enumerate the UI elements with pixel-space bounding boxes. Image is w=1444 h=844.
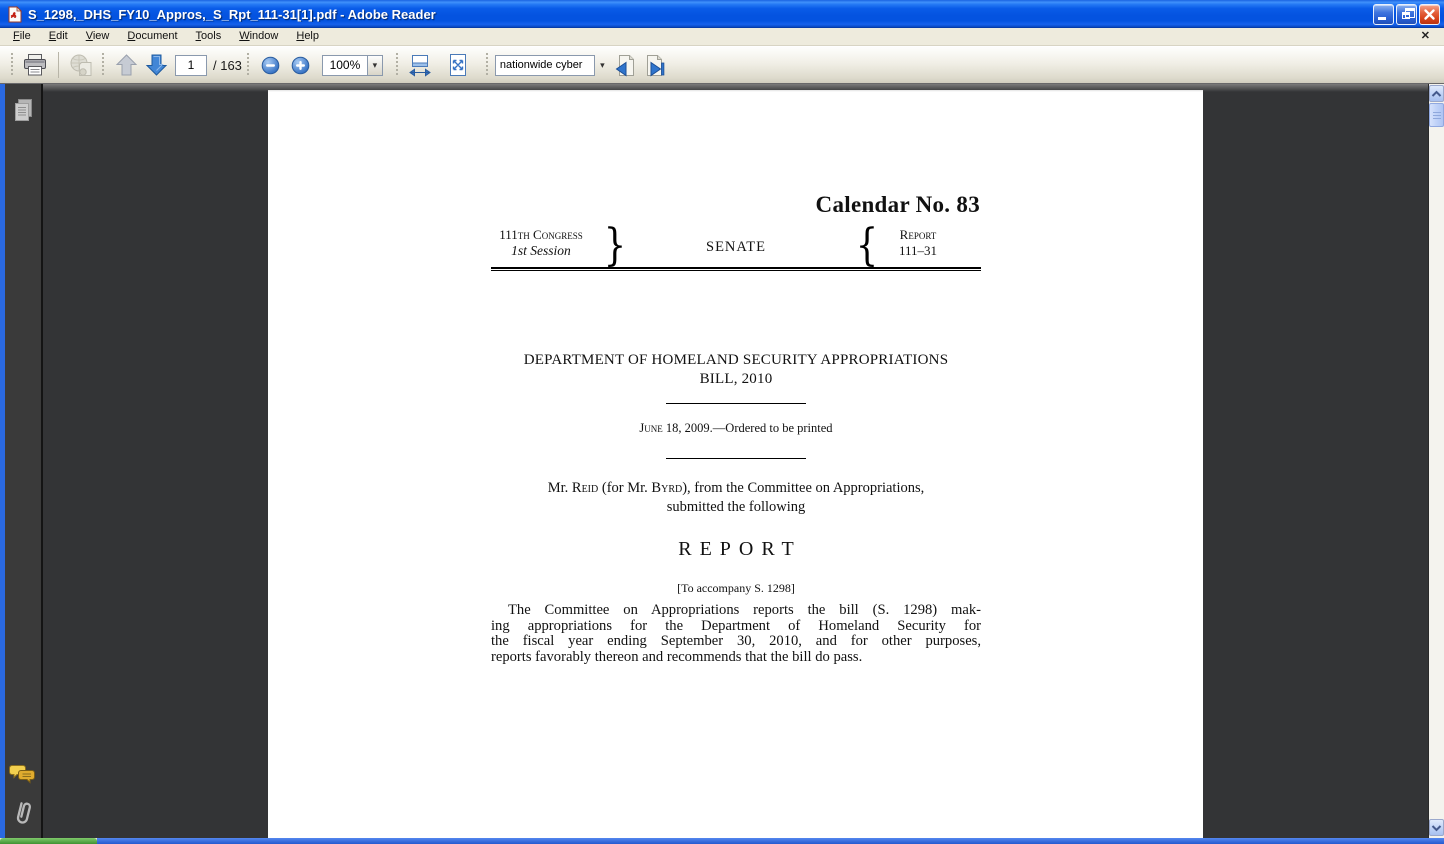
- zoom-in-button[interactable]: [286, 50, 316, 80]
- attribution-line1: Mr. Reid (for Mr. Byrd), from the Committee on Appropriations,: [547, 480, 925, 496]
- date-month: June: [639, 421, 663, 435]
- page-count-label: / 163: [213, 57, 242, 73]
- left-brace: {: [855, 220, 879, 271]
- toolbar-separator: [58, 52, 59, 78]
- chamber-label: SENATE: [706, 239, 766, 255]
- scrollbar-thumb[interactable]: [1429, 103, 1444, 127]
- paragraph-line: the fiscal year ending September 30, 2010, and for other purposes,: [491, 633, 981, 650]
- menu-tools[interactable]: Tools: [195, 30, 222, 42]
- up-arrow-icon: [115, 53, 138, 77]
- attachments-panel-button[interactable]: [5, 798, 41, 830]
- find-previous-icon: [612, 54, 637, 77]
- toolbar-grip[interactable]: [10, 53, 14, 77]
- separator-rule: [666, 403, 806, 404]
- fit-width-icon: [408, 53, 432, 77]
- pdf-file-icon: [6, 6, 23, 23]
- pages-panel-button[interactable]: [5, 96, 41, 124]
- fit-width-button[interactable]: [405, 50, 435, 80]
- minimize-button[interactable]: [1373, 4, 1394, 25]
- scroll-down-button[interactable]: [1429, 819, 1444, 836]
- menu-view[interactable]: View: [85, 30, 110, 42]
- window-title: S_1298,_DHS_FY10_Appros,_S_Rpt_111-31[1].pdf - Adobe Reader: [28, 6, 436, 22]
- menu-file[interactable]: File: [13, 30, 31, 42]
- session-line: 1st Session: [511, 243, 571, 258]
- minimize-icon: [1378, 17, 1386, 20]
- paragraph-line: reports favorably thereon and recommends that the bill do pass.: [491, 648, 863, 665]
- report-number-block: [887, 227, 949, 259]
- zoom-dropdown-button[interactable]: ▾: [368, 55, 383, 76]
- printer-icon: [22, 53, 48, 77]
- page-number-input[interactable]: [175, 55, 207, 76]
- pdf-page: [268, 90, 1203, 838]
- report-header: [491, 220, 981, 271]
- minus-circle-icon: [261, 56, 280, 75]
- search-input[interactable]: [495, 55, 595, 76]
- date-rest: 18, 2009.—Ordered to be printed: [662, 421, 833, 435]
- zoom-out-button[interactable]: [256, 50, 286, 80]
- find-previous-button[interactable]: [610, 50, 640, 80]
- toolbar-grip[interactable]: [395, 53, 399, 77]
- double-rule: [491, 267, 981, 271]
- bill-title: [491, 351, 981, 389]
- find-next-button[interactable]: [640, 50, 670, 80]
- menu-window[interactable]: Window: [239, 30, 279, 42]
- collaborate-icon: [69, 53, 95, 77]
- menu-edit[interactable]: Edit: [48, 30, 68, 42]
- close-button[interactable]: [1419, 4, 1440, 25]
- pages-icon: [10, 96, 36, 124]
- separator-rule: [666, 458, 806, 459]
- toolbar-grip[interactable]: [101, 53, 105, 77]
- taskbar-sliver: [0, 838, 1444, 844]
- attribution-line2: submitted the following: [666, 499, 806, 515]
- congress-line: 111th Congress: [499, 227, 583, 242]
- start-button-edge[interactable]: [0, 838, 97, 844]
- right-brace: }: [603, 220, 627, 271]
- paragraph-line: ing appropriations for the Department of Homeland Security for: [491, 617, 981, 634]
- previous-page-button-disabled[interactable]: [111, 50, 141, 80]
- restore-icon: [1402, 12, 1410, 19]
- toolbar-grip[interactable]: [485, 53, 489, 77]
- paperclip-icon: [11, 798, 35, 830]
- bill-title-line2: BILL, 2010: [699, 371, 773, 387]
- scroll-up-button[interactable]: [1429, 85, 1444, 102]
- paragraph-line: The Committee on Appropriations reports the bill (S. 1298) mak-: [508, 602, 981, 618]
- comments-icon: [9, 763, 37, 787]
- restore-button[interactable]: [1396, 4, 1417, 25]
- toolbar-grip[interactable]: [246, 53, 250, 77]
- fit-page-icon: [446, 53, 470, 77]
- report-number: 111–31: [898, 243, 938, 258]
- print-button[interactable]: [20, 50, 50, 80]
- fit-page-button[interactable]: [443, 50, 473, 80]
- close-icon: [1420, 5, 1439, 24]
- chevron-down-icon: [1431, 824, 1442, 832]
- menu-document[interactable]: Document: [127, 30, 178, 42]
- taskbar-edge[interactable]: [97, 838, 1444, 844]
- report-heading: REPORT: [678, 538, 802, 560]
- report-label: Report: [899, 227, 937, 242]
- menu-help[interactable]: Help: [296, 30, 319, 42]
- comments-panel-button[interactable]: [5, 763, 41, 787]
- accompany-line: [To accompany S. 1298]: [677, 581, 795, 595]
- plus-circle-icon: [291, 56, 310, 75]
- find-next-icon: [642, 54, 667, 77]
- down-arrow-icon: [145, 53, 168, 77]
- toolbar: [0, 46, 1444, 84]
- next-page-button[interactable]: [141, 50, 171, 80]
- title-bar: [0, 0, 1444, 28]
- main-area: [0, 84, 1444, 838]
- vertical-scrollbar[interactable]: [1428, 84, 1444, 838]
- zoom-level-input[interactable]: [322, 55, 368, 76]
- body-paragraph: [491, 603, 981, 665]
- attribution: [491, 479, 981, 517]
- search-dropdown-button[interactable]: ▾: [600, 59, 605, 70]
- menu-bar: [0, 28, 1444, 46]
- calendar-heading: Calendar No. 83: [815, 192, 980, 217]
- date-line: [491, 421, 981, 436]
- chevron-up-icon: [1431, 90, 1442, 98]
- navigation-panel-strip: [0, 84, 43, 838]
- bill-title-line1: DEPARTMENT OF HOMELAND SECURITY APPROPRIATIONS: [523, 352, 949, 368]
- menubar-close-icon[interactable]: ✕: [1420, 30, 1430, 42]
- document-pane: [43, 84, 1428, 838]
- collaborate-button-disabled[interactable]: [67, 50, 97, 80]
